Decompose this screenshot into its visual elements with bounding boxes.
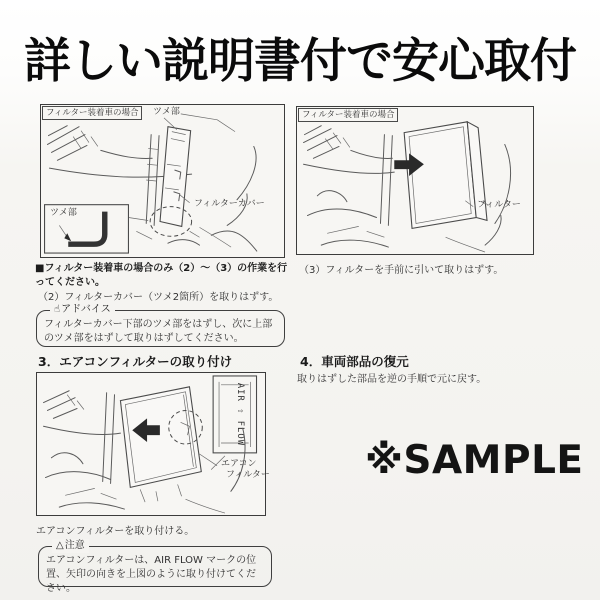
step-3-text: （3）フィルターを手前に引いて取りはずす。 [299, 265, 504, 276]
diagram-artwork [41, 105, 284, 257]
advice-callout [36, 304, 285, 347]
filter-cover-label: フィルターカバー [194, 199, 265, 209]
attach-filter-text: エアコンフィルターを取り付ける。 [36, 526, 195, 537]
warning-triangle-icon: △ [56, 540, 64, 551]
filter-label: フィルター [477, 200, 521, 210]
diagram-filter-install [36, 372, 270, 516]
air-flow-text: AIR ⇧ FLOW [234, 382, 245, 447]
advice-label: ☝アドバイス [50, 303, 115, 317]
diagram-artwork [297, 107, 533, 254]
corner-label: フィルター装着車の場合 [298, 108, 398, 122]
section-3-title: 3．エアコンフィルターの取り付け [38, 354, 233, 369]
aircon-filter-label: エアコン フィルター [221, 459, 270, 481]
inset-tsume-label: ツメ部 [50, 208, 77, 218]
diagram-filter-cover-removal [40, 104, 285, 258]
diagram-filter-removal [296, 106, 534, 255]
section-4-text: 取りはずした部品を逆の手順で元に戻す。 [297, 374, 487, 385]
advice-text: フィルターカバー下部のツメ部をはずし、次に上部のツメ部をはずして取りはずしてください。 [44, 319, 273, 345]
note-filter-cars: ■フィルター装着車の場合のみ（2）～（3）の作業を行ってください。 [35, 263, 288, 288]
pointing-hand-icon: ☝ [54, 304, 61, 315]
corner-label: フィルター装着車の場合 [42, 106, 142, 120]
caution-label: △注意 [52, 539, 89, 553]
sample-watermark: ※SAMPLE [365, 438, 584, 483]
caution-callout [38, 540, 272, 595]
diagram-artwork [37, 373, 265, 515]
section-4-title: 4．車両部品の復元 [300, 354, 409, 369]
step-2-text: （2）フィルターカバー（ツメ2箇所）を取りはずす。 [38, 292, 279, 303]
page-title: 詳しい説明書付で安心取付 [24, 34, 576, 89]
tsume-label: ツメ部 [153, 107, 180, 117]
caution-text: エアコンフィルターは、AIR FLOW マークの位置、矢印の向きを上図のように取り付けてください。 [46, 555, 257, 595]
